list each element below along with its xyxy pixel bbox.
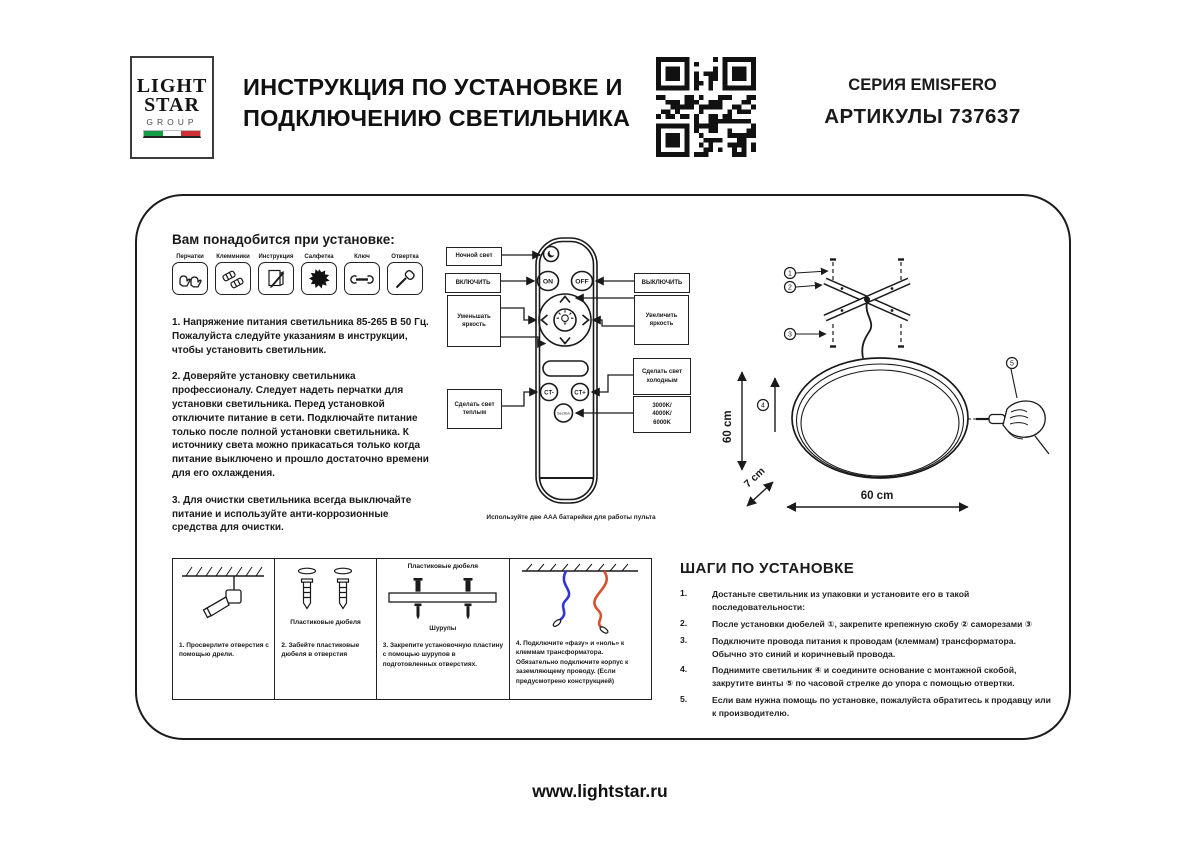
- screwdriver-icon: [387, 262, 423, 295]
- drill-drawing: [178, 563, 268, 635]
- dimensions: [742, 372, 968, 507]
- svg-text:1: 1: [788, 270, 792, 278]
- note-2: 2. Доверяйте установку светильника профессионалу. Следует надеть перчатки для установки светильника. Перед установкой отключите питание в сети. Подключайте питание только после полной установки светильника. К источнику света можно прикасаться только когда питание выключено и прошло достаточно времени для его охлаждения.: [172, 371, 429, 479]
- step-item: 5. Если вам нужна помощь по установке, пожалуйста обратитесь к продавцу или к производителю.: [680, 694, 1051, 719]
- svg-text:3: 3: [788, 331, 792, 339]
- cold-light-label: Сделать свет холодным: [633, 358, 691, 395]
- tool-wrench: Ключ: [344, 254, 380, 295]
- step-item: 1. Достаньте светильник из упаковки и установите его в такой последовательности:: [680, 588, 970, 612]
- step-item: 4. Поднимите светильник ④ и соедините основание с монтажной скобой, закрутите винты ⑤ по часовой стрелке до упора с помощью отвертки.: [680, 664, 1017, 689]
- wiring-drawing: [516, 562, 646, 636]
- section-label: Section: [557, 410, 570, 416]
- website-url: www.lightstar.ru: [532, 781, 668, 801]
- napkin-icon: [301, 262, 337, 295]
- svg-text:4: 4: [761, 402, 765, 410]
- dim-label: Уменьшать яркость: [447, 295, 501, 347]
- step-item: 2. После установки дюбелей ①, закрепите крепежную скобу ② саморезами ③: [680, 617, 1033, 629]
- italian-flag-icon: [143, 130, 201, 138]
- dowels-drawing: [281, 565, 369, 613]
- remote-diagram: [440, 225, 702, 537]
- logo-text: LIGHT: [136, 75, 208, 98]
- tool-napkin: Салфетка: [301, 254, 337, 295]
- turn-off-label: ВЫКЛЮЧИТЬ: [634, 273, 690, 293]
- series-name: СЕРИЯ EMISFERO: [848, 76, 997, 94]
- tool-manual: Инструкция: [258, 254, 294, 295]
- panel2-caption: 2. Забейте пластиковые дюбеля в отверстия: [281, 642, 360, 659]
- tool-gloves: Перчатки: [172, 254, 208, 295]
- lightstar-logo: LIGHT STAR GROUP: [130, 56, 214, 159]
- dpad-ring: [539, 294, 591, 346]
- svg-text:5: 5: [1010, 360, 1014, 368]
- page-title: ИНСТРУКЦИЯ ПО УСТАНОВКЕ И ПОДКЛЮЧЕНИЮ СВЕТИЛЬНИКА: [243, 74, 631, 132]
- wrench-icon: [344, 262, 380, 295]
- note-3: 3. Для очистки светильника всегда выключайте питание и используйте анти-коррозионные средства для очистки.: [172, 494, 412, 534]
- panel1-caption: 1. Просверлите отверстия с помощью дрели.: [179, 642, 269, 659]
- lamp-body: [792, 358, 968, 478]
- blank-button: [543, 361, 588, 376]
- depth-dim: 7 cm: [741, 465, 768, 491]
- tool-clamps: Клеммники: [215, 254, 251, 295]
- panel-dowels: [274, 559, 375, 699]
- night-light-label: Ночной свет: [446, 247, 502, 266]
- panel3-caption: 3. Закрепите установочную пластину с помощью шурупов в подготовленных отверстиях.: [382, 642, 504, 668]
- clamps-icon: [215, 262, 251, 295]
- hand-screwdriver: [968, 401, 1049, 454]
- safety-notes: [172, 316, 436, 548]
- battery-note: Используйте две AAA батарейки для работы пульта: [486, 514, 656, 521]
- night-mode-icon: [548, 250, 556, 258]
- svg-text:2: 2: [788, 284, 792, 292]
- steps-heading: ШАГИ ПО УСТАНОВКЕ: [680, 560, 855, 577]
- manual-icon: [258, 262, 294, 295]
- step-item: 3. Подключите провода питания к проводам (клеммам) трансформатора. Обычно это синий и коричневый провода.: [680, 634, 1016, 659]
- tools-row: [172, 254, 426, 295]
- installation-steps: [680, 560, 1052, 724]
- panel-wiring: [509, 559, 651, 699]
- panel2-label: Пластиковые дюбеля: [290, 619, 361, 626]
- note-1: 1. Напряжение питания светильника 85-265 В 50 Гц. Пожалуйста следуйте указаниям в инструкции, чтобы установить светильник.: [172, 317, 429, 356]
- panel-plate: [376, 559, 509, 699]
- plate-drawing: [383, 573, 503, 623]
- tools-heading: Вам понадобится при установке:: [172, 232, 395, 247]
- tool-screwdriver: Отвертка: [387, 254, 423, 295]
- width-dim: 60 cm: [860, 490, 894, 502]
- turn-on-label: ВКЛЮЧИТЬ: [445, 273, 501, 293]
- on-button-label: ON: [542, 278, 554, 286]
- install-panels: [172, 558, 652, 700]
- panel3-label-top: Пластиковые дюбеля: [407, 563, 479, 570]
- article-number: АРТИКУЛЫ 737637: [824, 105, 1021, 128]
- warm-light-label: Сделать свет теплым: [447, 389, 502, 429]
- gloves-icon: [172, 262, 208, 295]
- ct-minus-label: CT-: [544, 390, 554, 397]
- off-button-label: OFF: [575, 278, 589, 286]
- kelvin-box: 3000K/ 4000K/ 6000K: [633, 396, 691, 433]
- mounting-diagram: [715, 240, 1060, 540]
- steps-list: [680, 588, 1052, 720]
- panel3-label-bottom: Шурупы: [429, 625, 457, 632]
- brighten-label: Увеличить яркость: [634, 295, 689, 345]
- power-wire: [862, 302, 871, 358]
- product-info: [780, 76, 1065, 129]
- panel-drill: [173, 559, 274, 699]
- qr-code-icon: [656, 57, 756, 157]
- height-dim: 60 cm: [722, 410, 734, 443]
- panel4-caption: 4. Подключите «фазу» и «ноль» к клеммам трансформатора. Обязательно подключите корпус к заземляющему проводу. (Если предусмотрено конструкцией): [515, 640, 629, 685]
- callout-lines: [497, 255, 634, 413]
- ct-plus-label: CT+: [574, 390, 586, 397]
- dpad-arrows-icon: [542, 297, 589, 344]
- callout-leaders: [796, 271, 1017, 398]
- brightness-bulb-icon: [557, 310, 574, 324]
